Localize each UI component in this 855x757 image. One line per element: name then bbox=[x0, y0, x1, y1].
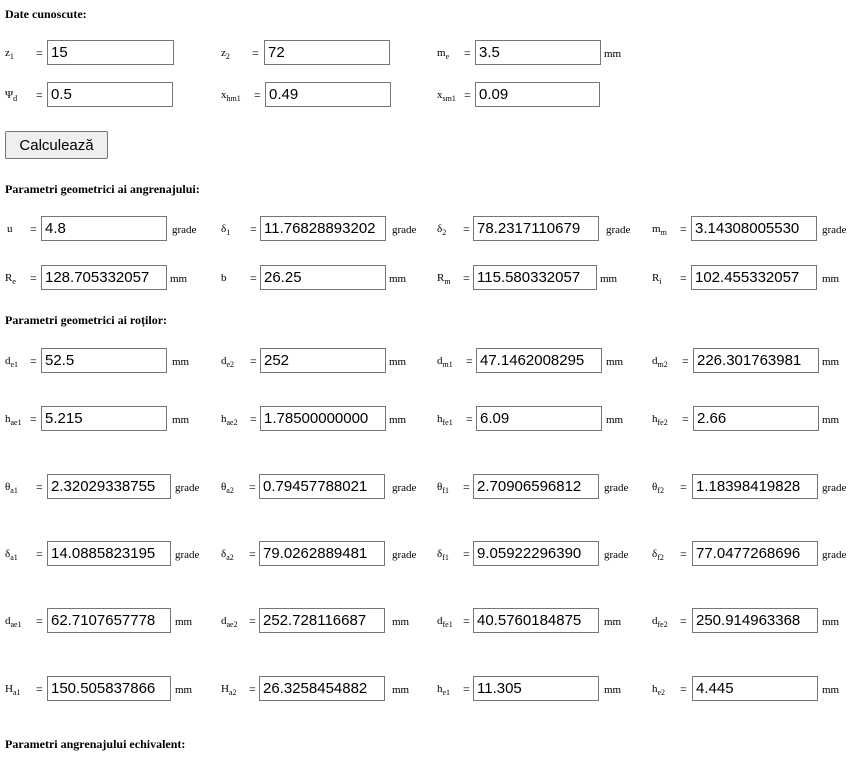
symbol: h bbox=[221, 413, 227, 425]
rm-label bbox=[437, 272, 451, 284]
hfe1-unit: mm bbox=[606, 414, 624, 426]
xsm1-label bbox=[437, 89, 456, 101]
deltaf1-unit: grade bbox=[604, 549, 629, 561]
equals-sign: = bbox=[36, 46, 43, 60]
deltaf2-label bbox=[652, 548, 664, 560]
dfe2-label bbox=[652, 615, 668, 627]
hae1-unit: mm bbox=[172, 414, 190, 426]
dfe2-unit: mm bbox=[822, 616, 840, 628]
dae1-input[interactable]: 62.7107657778 bbox=[47, 608, 171, 633]
subscript: e2 bbox=[226, 360, 235, 369]
thetaf1-label bbox=[437, 481, 449, 493]
equals-sign: = bbox=[250, 354, 257, 368]
symbol: Ψ bbox=[5, 89, 14, 101]
symbol: b bbox=[221, 272, 227, 284]
de1-unit: mm bbox=[172, 356, 190, 368]
rm-input[interactable]: 115.580332057 bbox=[473, 265, 597, 290]
re-input[interactable]: 128.705332057 bbox=[41, 265, 167, 290]
equals-sign: = bbox=[36, 480, 43, 494]
subscript: m bbox=[660, 228, 667, 237]
subscript: m2 bbox=[657, 360, 668, 369]
equals-sign: = bbox=[682, 412, 689, 426]
xhm1-input[interactable]: 0.49 bbox=[265, 82, 391, 107]
z1-label bbox=[5, 47, 14, 59]
equals-sign: = bbox=[463, 614, 470, 628]
symbol: δ bbox=[437, 223, 443, 235]
symbol: u bbox=[7, 223, 13, 235]
delta2-input[interactable]: 78.2317110679 bbox=[473, 216, 599, 241]
equals-sign: = bbox=[463, 682, 470, 696]
equals-sign: = bbox=[463, 222, 470, 236]
u-label bbox=[7, 223, 13, 235]
symbol: δ bbox=[652, 548, 658, 560]
thetaa2-unit: grade bbox=[392, 482, 417, 494]
dae1-label bbox=[5, 615, 22, 627]
hfe2-unit: mm bbox=[822, 414, 840, 426]
dfe1-input[interactable]: 40.5760184875 bbox=[473, 608, 599, 633]
symbol: m bbox=[652, 223, 661, 235]
symbol: z bbox=[5, 47, 10, 59]
equivalent-gear-heading: Parametri angrenajului echivalent: bbox=[5, 737, 186, 751]
symbol: h bbox=[652, 683, 658, 695]
equals-sign: = bbox=[466, 412, 473, 426]
symbol: δ bbox=[221, 548, 227, 560]
hae2-label bbox=[221, 413, 238, 425]
ri-unit: mm bbox=[822, 273, 840, 285]
equals-sign: = bbox=[682, 354, 689, 368]
symbol: z bbox=[221, 47, 226, 59]
subscript: a2 bbox=[228, 688, 237, 697]
deltaf2-input[interactable]: 77.0477268696 bbox=[692, 541, 818, 566]
subscript: 2 bbox=[225, 52, 230, 61]
equals-sign: = bbox=[463, 547, 470, 561]
subscript: a1 bbox=[10, 553, 18, 562]
mm-label bbox=[652, 223, 667, 235]
subscript: fe2 bbox=[657, 620, 668, 629]
symbol: h bbox=[437, 413, 443, 425]
de2-unit: mm bbox=[389, 356, 407, 368]
symbol: δ bbox=[5, 548, 11, 560]
me-label bbox=[437, 47, 449, 59]
subscript: 1 bbox=[226, 228, 231, 237]
thetaf2-label bbox=[652, 481, 664, 493]
b-unit: mm bbox=[389, 273, 407, 285]
equals-sign: = bbox=[466, 354, 473, 368]
re-label bbox=[5, 272, 16, 284]
ri-label bbox=[652, 272, 662, 284]
hae1-input[interactable]: 5.215 bbox=[41, 406, 167, 431]
u-unit: grade bbox=[172, 224, 197, 236]
he2-input[interactable]: 4.445 bbox=[692, 676, 818, 701]
symbol: R bbox=[652, 272, 660, 284]
subscript: a2 bbox=[226, 486, 234, 495]
xhm1-label bbox=[221, 89, 241, 101]
me-input[interactable]: 3.5 bbox=[475, 40, 601, 65]
subscript: a1 bbox=[12, 688, 21, 697]
he1-unit: mm bbox=[604, 684, 622, 696]
subscript: i bbox=[659, 277, 662, 286]
subscript: 2 bbox=[442, 228, 447, 237]
delta1-input[interactable]: 11.76828893202 bbox=[260, 216, 386, 241]
symbol: h bbox=[5, 413, 11, 425]
ha1-label bbox=[5, 683, 21, 695]
psid-input[interactable]: 0.5 bbox=[47, 82, 173, 107]
dm1-input[interactable]: 47.1462008295 bbox=[476, 348, 602, 373]
known-data-heading: Date cunoscute: bbox=[5, 7, 87, 21]
psid-label bbox=[5, 89, 17, 101]
deltaa2-label bbox=[221, 548, 234, 560]
ha1-unit: mm bbox=[175, 684, 193, 696]
equals-sign: = bbox=[252, 46, 259, 60]
equals-sign: = bbox=[36, 547, 43, 561]
symbol: d bbox=[5, 615, 11, 627]
hae1-label bbox=[5, 413, 22, 425]
dae1-unit: mm bbox=[175, 616, 193, 628]
thetaa1-label bbox=[5, 481, 18, 493]
z2-input[interactable]: 72 bbox=[264, 40, 390, 65]
ha2-input[interactable]: 26.3258454882 bbox=[259, 676, 385, 701]
symbol: d bbox=[221, 355, 227, 367]
mm-unit: grade bbox=[822, 224, 847, 236]
thetaf1-unit: grade bbox=[604, 482, 629, 494]
b-label bbox=[221, 272, 227, 284]
calculate-button[interactable]: Calculează bbox=[5, 131, 108, 159]
deltaa2-input[interactable]: 79.0262889481 bbox=[259, 541, 385, 566]
equals-sign: = bbox=[249, 547, 256, 561]
thetaa2-input[interactable]: 0.79457788021 bbox=[259, 474, 385, 499]
thetaa1-input[interactable]: 2.32029338755 bbox=[47, 474, 171, 499]
de2-input[interactable]: 252 bbox=[260, 348, 386, 373]
symbol: d bbox=[437, 615, 443, 627]
de2-label bbox=[221, 355, 234, 367]
subscript: e1 bbox=[442, 688, 451, 697]
de1-label bbox=[5, 355, 18, 367]
ha1-input[interactable]: 150.505837866 bbox=[47, 676, 171, 701]
de1-input[interactable]: 52.5 bbox=[41, 348, 167, 373]
subscript: e bbox=[12, 277, 16, 286]
equals-sign: = bbox=[36, 682, 43, 696]
symbol: d bbox=[437, 355, 443, 367]
gear-geometry-heading: Parametri geometrici ai angrenajului: bbox=[5, 182, 200, 196]
subscript: e1 bbox=[10, 360, 19, 369]
equals-sign: = bbox=[36, 614, 43, 628]
symbol: θ bbox=[652, 481, 658, 493]
dm2-label bbox=[652, 355, 668, 367]
equals-sign: = bbox=[464, 46, 471, 60]
he1-label bbox=[437, 683, 450, 695]
equals-sign: = bbox=[30, 354, 37, 368]
thetaf1-input[interactable]: 2.70906596812 bbox=[473, 474, 599, 499]
equals-sign: = bbox=[680, 547, 687, 561]
equals-sign: = bbox=[250, 412, 257, 426]
dae2-input[interactable]: 252.728116687 bbox=[259, 608, 385, 633]
subscript: hm1 bbox=[226, 94, 241, 103]
equals-sign: = bbox=[680, 682, 687, 696]
deltaf1-label bbox=[437, 548, 449, 560]
equals-sign: = bbox=[254, 88, 261, 102]
equals-sign: = bbox=[249, 480, 256, 494]
subscript: f2 bbox=[657, 486, 664, 495]
symbol: d bbox=[5, 355, 11, 367]
symbol: δ bbox=[221, 223, 227, 235]
equals-sign: = bbox=[249, 682, 256, 696]
equals-sign: = bbox=[30, 222, 37, 236]
deltaa1-label bbox=[5, 548, 18, 560]
me-unit: mm bbox=[604, 48, 622, 60]
he1-input[interactable]: 11.305 bbox=[473, 676, 599, 701]
b-input[interactable]: 26.25 bbox=[260, 265, 386, 290]
xsm1-input[interactable]: 0.09 bbox=[475, 82, 600, 107]
dm1-unit: mm bbox=[606, 356, 624, 368]
wheel-geometry-heading: Parametri geometrici ai roților: bbox=[5, 313, 168, 327]
equals-sign: = bbox=[680, 614, 687, 628]
hfe1-label bbox=[437, 413, 453, 425]
equals-sign: = bbox=[680, 271, 687, 285]
deltaf2-unit: grade bbox=[822, 549, 847, 561]
symbol: x bbox=[437, 89, 443, 101]
delta1-label bbox=[221, 223, 230, 235]
z2-label bbox=[221, 47, 230, 59]
delta1-unit: grade bbox=[392, 224, 417, 236]
dae2-label bbox=[221, 615, 238, 627]
delta2-label bbox=[437, 223, 446, 235]
subscript: e bbox=[445, 52, 450, 61]
hfe2-label bbox=[652, 413, 668, 425]
deltaa1-unit: grade bbox=[175, 549, 200, 561]
subscript: ae1 bbox=[10, 418, 22, 427]
dfe1-label bbox=[437, 615, 453, 627]
deltaa2-unit: grade bbox=[392, 549, 417, 561]
subscript: a1 bbox=[10, 486, 18, 495]
thetaa2-label bbox=[221, 481, 234, 493]
equals-sign: = bbox=[30, 412, 37, 426]
symbol: θ bbox=[437, 481, 443, 493]
dae2-unit: mm bbox=[392, 616, 410, 628]
subscript: ae2 bbox=[226, 620, 238, 629]
hfe1-input[interactable]: 6.09 bbox=[476, 406, 602, 431]
ha2-label bbox=[221, 683, 237, 695]
symbol: θ bbox=[221, 481, 227, 493]
symbol: R bbox=[5, 272, 13, 284]
equals-sign: = bbox=[463, 271, 470, 285]
ri-input[interactable]: 102.455332057 bbox=[691, 265, 817, 290]
dfe1-unit: mm bbox=[604, 616, 622, 628]
delta2-unit: grade bbox=[606, 224, 631, 236]
equals-sign: = bbox=[250, 222, 257, 236]
symbol: θ bbox=[5, 481, 11, 493]
subscript: m1 bbox=[442, 360, 453, 369]
symbol: R bbox=[437, 272, 445, 284]
subscript: sm1 bbox=[442, 94, 456, 103]
subscript: f2 bbox=[657, 553, 664, 562]
he2-unit: mm bbox=[822, 684, 840, 696]
subscript: fe1 bbox=[442, 620, 453, 629]
subscript: ae2 bbox=[226, 418, 238, 427]
deltaf1-input[interactable]: 9.05922296390 bbox=[473, 541, 599, 566]
symbol: h bbox=[437, 683, 443, 695]
subscript: 1 bbox=[9, 52, 14, 61]
symbol: x bbox=[221, 89, 227, 101]
subscript: f1 bbox=[442, 486, 449, 495]
thetaf2-input[interactable]: 1.18398419828 bbox=[692, 474, 818, 499]
ha2-unit: mm bbox=[392, 684, 410, 696]
hae2-unit: mm bbox=[389, 414, 407, 426]
equals-sign: = bbox=[463, 480, 470, 494]
dm2-unit: mm bbox=[822, 356, 840, 368]
z1-input[interactable]: 15 bbox=[47, 40, 174, 65]
thetaf2-unit: grade bbox=[822, 482, 847, 494]
deltaa1-input[interactable]: 14.0885823195 bbox=[47, 541, 171, 566]
hae2-input[interactable]: 1.78500000000 bbox=[260, 406, 386, 431]
symbol: d bbox=[221, 615, 227, 627]
dfe2-input[interactable]: 250.914963368 bbox=[692, 608, 818, 633]
symbol: m bbox=[437, 47, 446, 59]
equals-sign: = bbox=[36, 88, 43, 102]
symbol: d bbox=[652, 355, 658, 367]
symbol: H bbox=[5, 683, 13, 695]
re-unit: mm bbox=[170, 273, 188, 285]
symbol: h bbox=[652, 413, 658, 425]
subscript: fe2 bbox=[657, 418, 668, 427]
equals-sign: = bbox=[464, 88, 471, 102]
subscript: fe1 bbox=[442, 418, 453, 427]
hfe2-input[interactable]: 2.66 bbox=[693, 406, 819, 431]
thetaa1-unit: grade bbox=[175, 482, 200, 494]
subscript: ae1 bbox=[10, 620, 22, 629]
u-input[interactable]: 4.8 bbox=[41, 216, 167, 241]
equals-sign: = bbox=[250, 271, 257, 285]
dm1-label bbox=[437, 355, 453, 367]
symbol: H bbox=[221, 683, 229, 695]
subscript: e2 bbox=[657, 688, 666, 697]
mm-input[interactable]: 3.14308005530 bbox=[691, 216, 817, 241]
rm-unit: mm bbox=[600, 273, 618, 285]
dm2-input[interactable]: 226.301763981 bbox=[693, 348, 819, 373]
symbol: d bbox=[652, 615, 658, 627]
equals-sign: = bbox=[249, 614, 256, 628]
symbol: δ bbox=[437, 548, 443, 560]
subscript: a2 bbox=[226, 553, 234, 562]
subscript: m bbox=[444, 277, 451, 286]
equals-sign: = bbox=[680, 222, 687, 236]
subscript: f1 bbox=[442, 553, 449, 562]
equals-sign: = bbox=[680, 480, 687, 494]
subscript: d bbox=[13, 94, 18, 103]
he2-label bbox=[652, 683, 665, 695]
equals-sign: = bbox=[30, 271, 37, 285]
